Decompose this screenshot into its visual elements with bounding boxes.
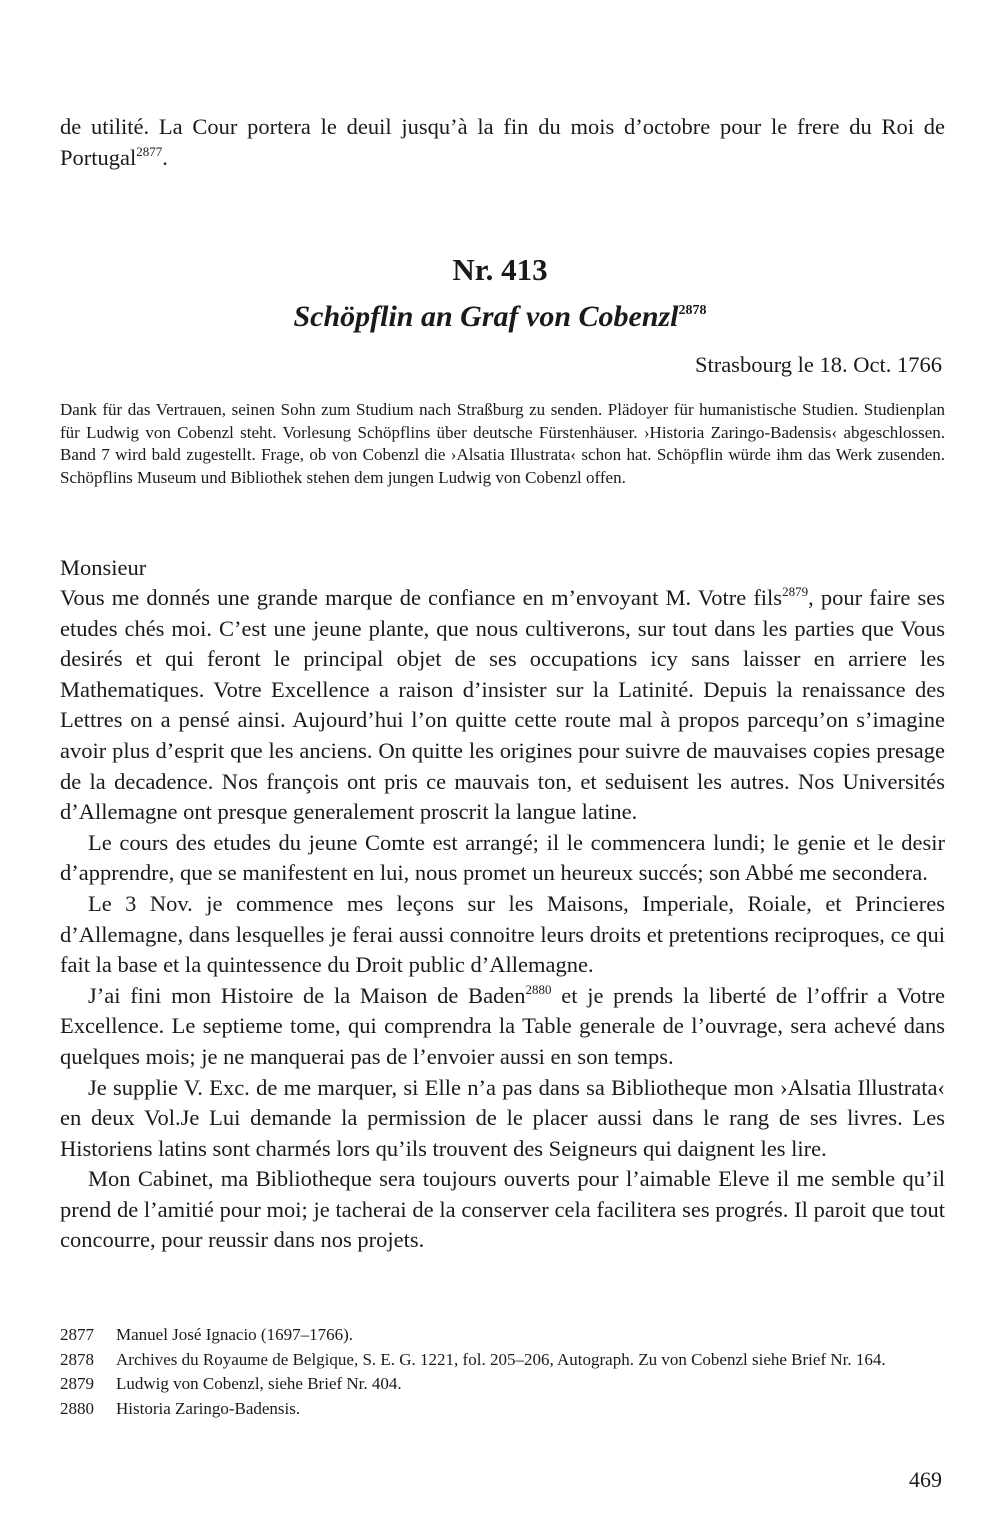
- footnote-2878: [60, 1349, 945, 1372]
- paragraph-1: [60, 583, 945, 828]
- intro-paragraph: [60, 112, 945, 173]
- footnote-text: Archives du Royaume de Belgique, S. E. G. 1221, fol. 205–206, Autograph. Zu von Cobenzl siehe Brief Nr. 164.: [116, 1349, 886, 1369]
- footnote-list: [60, 1324, 945, 1420]
- paragraph-1-after: , pour faire ses etudes chés moi. C’est une jeune plante, que nous cultiverons, sur tout dans les parties que Vous desirés et qui feront le principal objet de ses occupations icy sans laisser en arriere les Mathematiques. Votre Excellence a raison d’insister sur la Latinité. Depuis la renaissance des Lettres on a pensé ainsi. Aujourd’hui l’on quitte cette route mal à propos parcequ’on s’imagine avoir plus d’esprit que les anciens. On quitte les origines pour suivre de mauvaises copies presage de la decadence. Nos françois ont pris ce mauvais ton, et seduisent les autres. Nos Universités d’Allemagne ont presque generalement proscrit la langue latine.: [60, 585, 945, 825]
- paragraph-3: Le 3 Nov. je commence mes leçons sur les Maisons, Imperiale, Roiale, et Princieres d’Allemagne, dans lesquelles je ferai aussi connoitre leurs droits et pretentions reciproques, ce qui fait la base et la quintessence du Droit public d’Allemagne.: [60, 890, 945, 978]
- paragraph-6: Mon Cabinet, ma Bibliotheque sera toujours ouverts pour l’aimable Eleve il me semble qu’il prend de l’amitié pour moi; je tacherai de la conserver cela facilitera ses progrés. Il paroit que tout concourre, pour reussir dans nos projets.: [60, 1166, 945, 1253]
- footnote-2880: [60, 1398, 945, 1421]
- footnote-number: 2880: [60, 1398, 94, 1418]
- footnote-number: 2879: [60, 1374, 94, 1393]
- intro-end: .: [162, 144, 168, 170]
- note-ref-2879[interactable]: 2879: [782, 584, 809, 599]
- letter-dateline: Strasbourg le 18. Oct. 1766: [694, 352, 942, 377]
- paragraph-4-after: et je prends la liberté de l’offrir a Votre Excellence. Le septieme tome, qui comprendra la Table generale de l’ouvrage, sera achevé dans quelques mois; je ne manquerai pas de l’envoier aussi en son temps.: [60, 982, 945, 1069]
- paragraph-4-before: J’ai fini mon Histoire de la Maison de Baden: [88, 982, 526, 1008]
- salutation: Monsieur: [60, 555, 147, 580]
- paragraph-4: [60, 981, 945, 1073]
- footnote-number: 2877: [60, 1325, 94, 1344]
- letter-summary: Dank für das Vertrauen, seinen Sohn zum Studium nach Straßburg zu senden. Plädoyer für humanistische Studien. Studienplan für Ludwig von Cobenzl steht. Vorlesung Schöpflins über deutsche Fürstenhäuser. ›Historia Zaringo-Badensis‹ abgeschlossen. Band 7 wird bald zugestellt. Frage, ob von Cobenzl die ›Alsatia Illustrata‹ schon hat. Schöpflin würde ihm das Werk zusenden. Schöpflins Museum und Bibliothek stehen dem jungen Ludwig von Cobenzl offen.: [60, 400, 945, 487]
- paragraph-5: Je supplie V. Exc. de me marquer, si Elle n’a pas dans sa Bibliotheque mon ›Alsatia Illustrata‹ en deux Vol.Je Lui demande la permission de le placer aussi dans le rang de ses livres. Les Historiens latins sont charmés lors qu’ils trouvent des Seigneurs qui daignent les lire.: [60, 1074, 945, 1161]
- footnote-number: 2878: [60, 1349, 94, 1369]
- intro-block: [60, 112, 945, 173]
- letter-title-text: Schöpflin an Graf von Cobenzl: [293, 300, 679, 333]
- note-ref-2880[interactable]: 2880: [525, 981, 552, 997]
- paragraph-2: Le cours des etudes du jeune Comte est arrangé; il le commencera lundi; le genie et le desir d’apprendre, que se manifestent en lui, nous promet un heureux succés; son Abbé me secondera.: [60, 829, 945, 886]
- paragraph-1-before: Vous me donnés une grande marque de confiance en m’envoyant M. Votre fils: [60, 585, 783, 610]
- page-number: 469: [909, 1467, 942, 1492]
- intro-text: de utilité. La Cour portera le deuil jusqu’à la fin du mois d’octobre pour le frere du Roi de Portugal: [60, 114, 945, 170]
- summary-block: [60, 399, 945, 489]
- footnote-2879: [60, 1373, 945, 1396]
- letter-body: [60, 553, 945, 1256]
- footnote-text: Ludwig von Cobenzl, siehe Brief Nr. 404.: [116, 1374, 402, 1393]
- note-ref-2878[interactable]: 2878: [678, 303, 707, 318]
- footnote-text: Manuel José Ignacio (1697–1766).: [116, 1325, 354, 1344]
- footnote-text: Historia Zaringo-Badensis.: [116, 1398, 301, 1418]
- letter-title: [0, 300, 1000, 334]
- letter-number: Nr. 413: [452, 252, 548, 287]
- footnotes: [60, 1324, 945, 1422]
- note-ref-2877[interactable]: 2877: [136, 143, 163, 159]
- footnote-2877: [60, 1324, 945, 1347]
